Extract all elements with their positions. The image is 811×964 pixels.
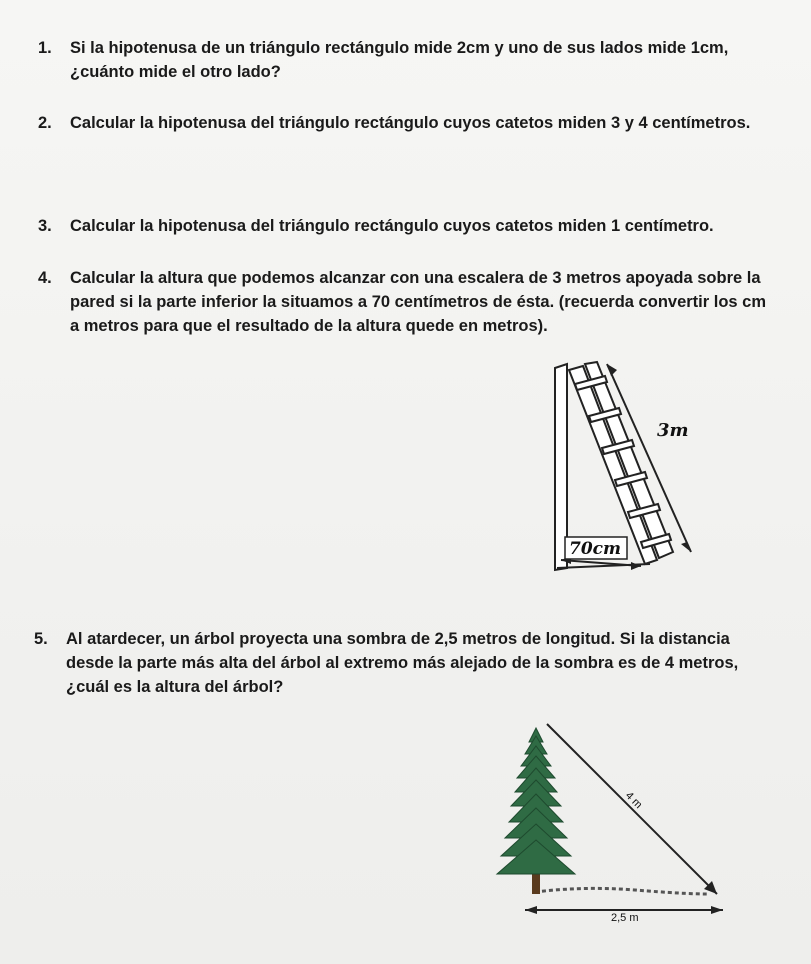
problem-1-number: 1. bbox=[38, 39, 52, 57]
tree-hypotenuse-label: 4 m bbox=[622, 789, 645, 812]
tree-icon bbox=[497, 728, 575, 894]
arrow-head-icon bbox=[711, 906, 723, 914]
problem-5-number: 5. bbox=[34, 630, 48, 648]
problem-2-text: Calcular la hipotenusa del triángulo rectángulo cuyos catetos miden 3 y 4 centímetros. bbox=[70, 114, 751, 132]
problem-4-text: Calcular la altura que podemos alcanzar con una escalera de 3 metros apoyada sobre la pared si la parte inferior la situamos a 70 centímetros de ésta. (recuerda convertir los cm a metros para que el resultado de la altura quede en metros). bbox=[70, 269, 767, 335]
tree-figure bbox=[495, 718, 730, 923]
problem-5-text: Al atardecer, un árbol proyecta una sombra de 2,5 metros de longitud. Si la distancia desde la parte más alta del árbol al extremo más alejado de la sombra es de 4 metros, ¿cuál es la altura del árbol? bbox=[66, 630, 739, 696]
problem-4-number: 4. bbox=[38, 269, 52, 287]
ladder-left-rail bbox=[569, 366, 657, 564]
ladder-base-label: 70cm bbox=[569, 539, 621, 559]
ladder-length-label: 3m bbox=[657, 420, 689, 441]
problem-2-number: 2. bbox=[38, 114, 52, 132]
arrow-head-icon bbox=[607, 364, 617, 376]
problem-3-text: Calcular la hipotenusa del triángulo rectángulo cuyos catetos miden 1 centímetro. bbox=[70, 217, 714, 235]
problem-1-text: Si la hipotenusa de un triángulo rectángulo mide 2cm y uno de sus lados mide 1cm, ¿cuánto mide el otro lado? bbox=[70, 39, 729, 81]
problem-2 bbox=[38, 111, 778, 135]
arrow-head-icon bbox=[525, 906, 537, 914]
problem-4 bbox=[38, 266, 778, 338]
tree-foliage bbox=[497, 840, 575, 874]
shadow-ground-line bbox=[535, 888, 707, 894]
ladder-base-arrow-line bbox=[561, 560, 641, 566]
ladder-right-rail bbox=[585, 362, 673, 558]
tree-hypotenuse-line bbox=[547, 724, 717, 894]
problem-5 bbox=[34, 627, 774, 699]
arrow-head-icon bbox=[631, 562, 641, 570]
tree-shadow-label: 2,5 m bbox=[611, 912, 639, 923]
ladder-figure bbox=[545, 356, 705, 576]
problem-3-number: 3. bbox=[38, 217, 52, 235]
problem-1 bbox=[38, 36, 778, 84]
problem-3 bbox=[38, 214, 778, 238]
